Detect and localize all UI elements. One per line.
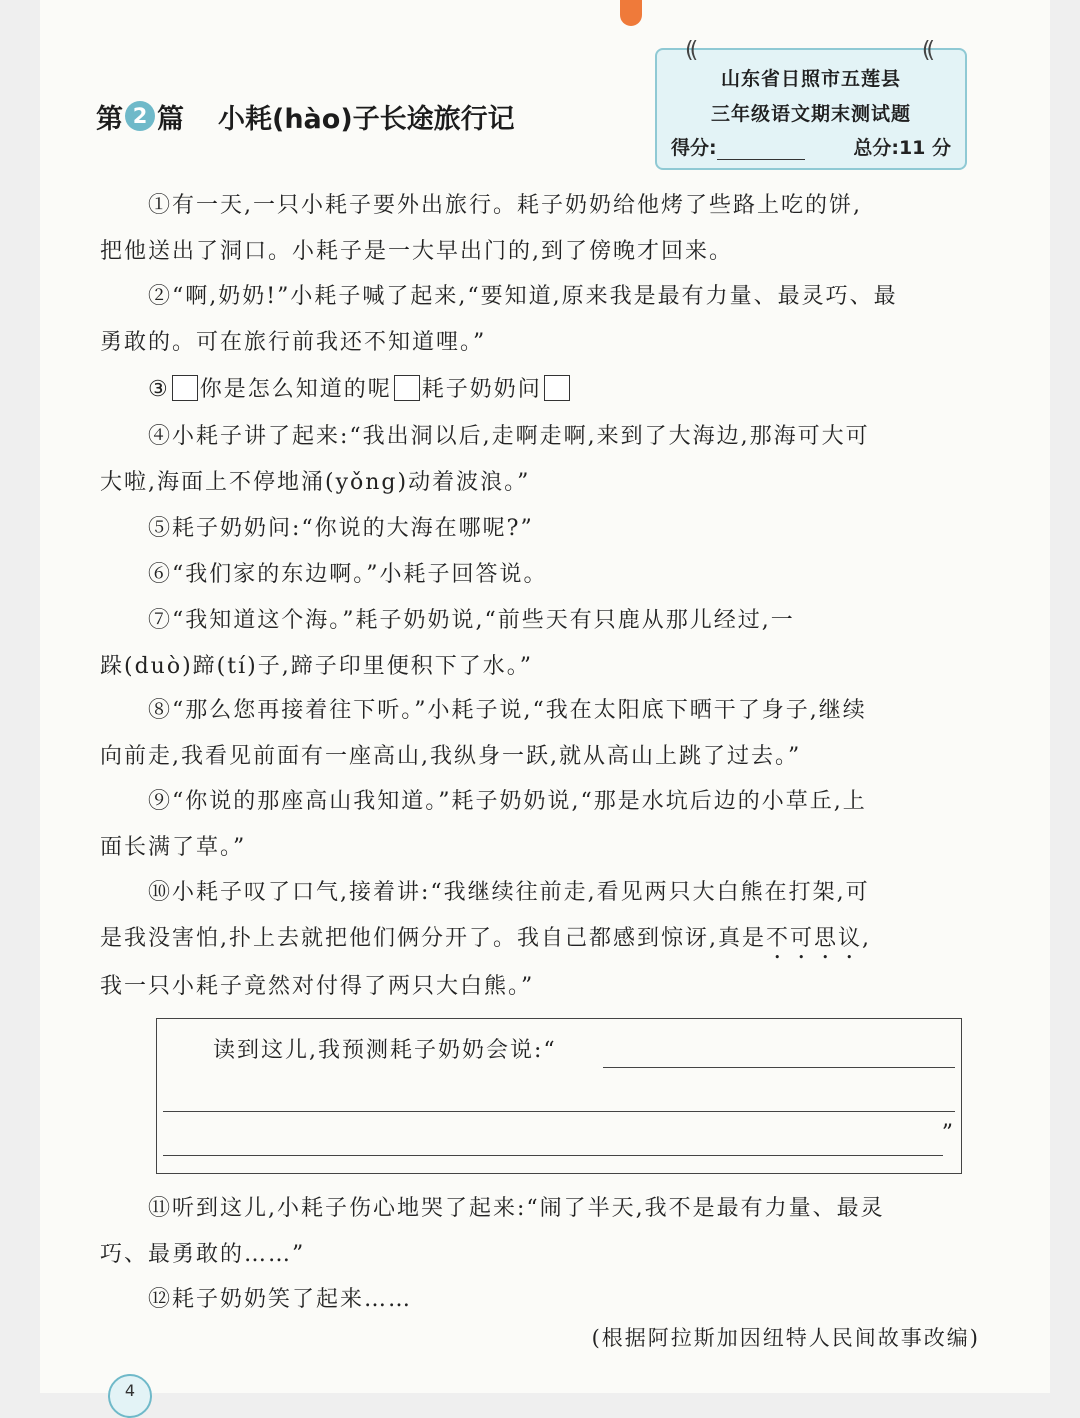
- paragraph-11: [100, 1186, 980, 1278]
- closing-quote: ”: [941, 1121, 953, 1146]
- source-note: (根据阿拉斯加因纽特人民间故事改编): [591, 1326, 980, 1350]
- exam-info-box: [655, 38, 967, 170]
- paragraph-text: ⑩小耗子叹了口气,接着讲:“我继续往前走,看见两只大白熊在打架,可: [148, 880, 870, 905]
- paragraph-10: [100, 870, 980, 1010]
- total-score: 总分:11 分: [853, 137, 951, 159]
- answer-line[interactable]: [603, 1067, 955, 1068]
- answer-line[interactable]: [163, 1155, 943, 1156]
- story-title: 小耗(hào)子长途旅行记: [218, 103, 515, 135]
- score-row: [671, 133, 951, 160]
- paragraph-6: [100, 552, 980, 598]
- paragraph-text: 向前走,我看见前面有一座高山,我纵身一跃,就从高山上跳了过去。”: [100, 744, 802, 769]
- paragraph-text: ⑤耗子奶奶问:“你说的大海在哪呢?”: [148, 516, 534, 541]
- score-label: 得分:: [671, 137, 717, 159]
- prediction-answer-box: [156, 1018, 962, 1174]
- paragraph-text: 我一只小耗子竟然对付得了两只大白熊。”: [100, 974, 535, 999]
- paragraph-4: [100, 414, 980, 506]
- score-blank[interactable]: [717, 141, 805, 160]
- paragraph-1: [100, 183, 980, 275]
- emphasized-phrase: 不可思议: [766, 926, 863, 951]
- paragraph-text: 勇敢的。可在旅行前我还不知道哩。”: [100, 330, 487, 355]
- exam-name: 三年级语文期末测试题: [710, 103, 911, 125]
- paragraph-text: ⑧“那么您再接着往下听。”小耗子说,“我在太阳底下晒干了身子,继续: [148, 698, 867, 723]
- paragraph-text: ⑦“我知道这个海。”耗子奶奶说,“前些天有只鹿从那儿经过,一: [148, 608, 795, 633]
- paragraph-8: [100, 688, 980, 780]
- paragraph-12: [100, 1277, 980, 1323]
- chapter-prefix: 第: [96, 103, 123, 135]
- paragraph-number: ③: [148, 377, 170, 402]
- chapter-number-badge: 2: [125, 101, 155, 131]
- paragraph-9: [100, 779, 980, 871]
- prediction-prompt: 读到这儿,我预测耗子奶奶会说:“: [213, 1038, 557, 1063]
- page-number: 4: [108, 1374, 152, 1418]
- paragraph-7: [100, 598, 980, 690]
- paragraph-text: 大啦,海面上不停地涌(yǒng)动着波浪。”: [100, 470, 531, 495]
- paragraph-text: ⑨“你说的那座高山我知道。”耗子奶奶说,“那是水坑后边的小草丘,上: [148, 789, 867, 814]
- paragraph-text: ⑪听到这儿,小耗子伤心地哭了起来:“闹了半天,我不是最有力量、最灵: [148, 1196, 885, 1221]
- paragraph-text: ②“啊,奶奶!”小耗子喊了起来,“要知道,原来我是最有力量、最灵巧、最: [148, 284, 898, 309]
- paragraph-text: 是我没害怕,扑上去就把他们俩分开了。我自己都感到惊讶,真是: [100, 926, 766, 951]
- chapter-title: [96, 92, 515, 140]
- paragraph-text: 跺(duò)蹄(tí)子,蹄子印里便积下了水。”: [100, 654, 533, 679]
- punctuation-answer-box[interactable]: [544, 375, 570, 401]
- answer-line[interactable]: [163, 1111, 955, 1112]
- score-field[interactable]: [671, 133, 805, 160]
- binder-ring-icon: ((: [921, 38, 931, 63]
- paragraph-text: 面长满了草。”: [100, 835, 247, 860]
- paragraph-5: [100, 506, 980, 552]
- paragraph-text: ⑫耗子奶奶笑了起来……: [148, 1287, 413, 1312]
- orange-marker-mark: [620, 0, 642, 26]
- chapter-suffix: 篇: [157, 103, 184, 135]
- paragraph-2: [100, 274, 980, 366]
- paragraph-text: ①有一天,一只小耗子要外出旅行。耗子奶奶给他烤了些路上吃的饼,: [148, 193, 862, 218]
- paragraph-text: ⑥“我们家的东边啊。”小耗子回答说。: [148, 562, 548, 587]
- binder-ring-icon: ((: [685, 38, 695, 63]
- paragraph-3: [100, 367, 980, 413]
- punctuation-answer-box[interactable]: [394, 375, 420, 401]
- paragraph-text: 耗子奶奶问: [421, 377, 542, 402]
- paragraph-text: 巧、最勇敢的……”: [100, 1242, 306, 1267]
- paragraph-text: 你是怎么知道的呢: [199, 377, 392, 402]
- paragraph-text: ,: [862, 926, 872, 951]
- paragraph-text: 把他送出了洞口。小耗子是一大早出门的,到了傍晚才回来。: [100, 239, 733, 264]
- exam-region: 山东省日照市五莲县: [720, 68, 901, 90]
- punctuation-answer-box[interactable]: [172, 375, 198, 401]
- paragraph-text: ④小耗子讲了起来:“我出洞以后,走啊走啊,来到了大海边,那海可大可: [148, 424, 870, 449]
